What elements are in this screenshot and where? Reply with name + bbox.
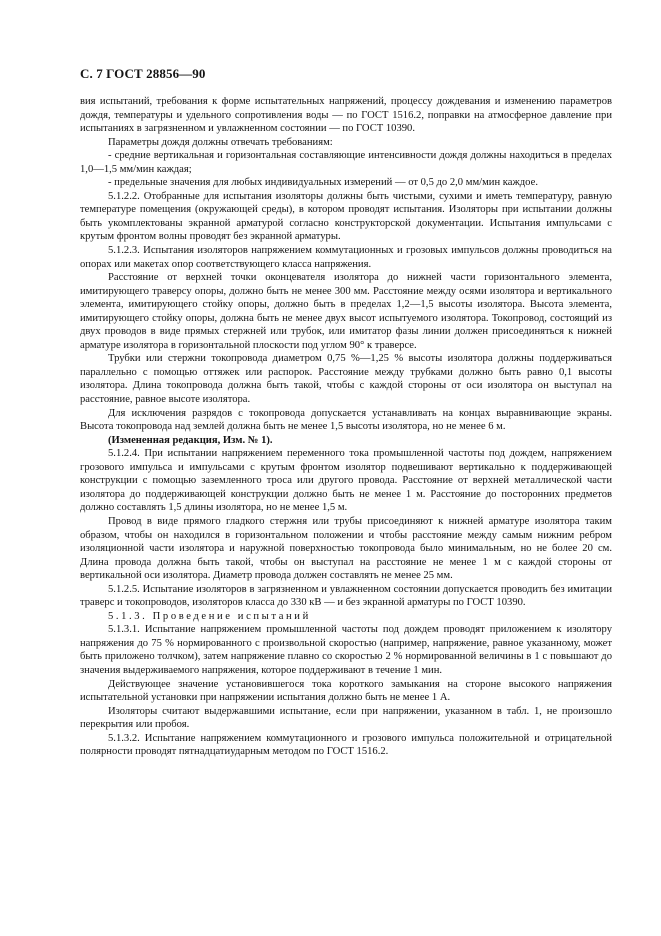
clause-5-1-3-1: 5.1.3.1. Испытание напряжением промышленной частоты под дождем проводят приложением к изолятору напряжения до 75 % нормированного с произвольной скоростью (например, напряжение, равное указанному, может быть приложено толчком), затем напряжение плавно со скоростью 2 % нормированной величины в 1 с повышают до значения выдерживаемого напряжения, которое поддерживают в течение 1 мин. xyxy=(80,624,612,676)
clause-5-1-2-2: 5.1.2.2. Отобранные для испытания изоляторы должны быть чистыми, сухими и иметь температуру, равную температуре помещения (окружающей среды), в котором проводят испытания. Изоляторы при испытании должны быть укомплектованы экранной арматурой согласно конструкторской документации. Испытания импульсами с крутым фронтом волны проводят без экранной арматуры. xyxy=(80,190,612,243)
clause-5-1-3-2: 5.1.3.2. Испытание напряжением коммутационного и грозового импульса положительной и отрицательной полярности проводят пятнадцатиударным методом по ГОСТ 1516.2. xyxy=(80,732,612,758)
page-header: С. 7 ГОСТ 28856—90 xyxy=(80,66,206,81)
list-item-rain-intensity: - средние вертикальная и горизонтальная составляющие интенсивности дождя должны находиться в пределах 1,0—1,5 мм/мин каждая; xyxy=(80,150,612,175)
section-heading-5-1-3: 5.1.3. Проведение испытаний xyxy=(108,610,311,622)
paragraph-09: Для исключения разрядов с токопровода допускается устанавливать на концах выравнивающие экраны. Высота токопровода над землей должна быть не менее 1,5 высоты изолятора, но не менее 6 м. xyxy=(80,407,612,433)
paragraph-16: Действующее значение установившегося тока короткого замыкания на стороне высокого напряжения испытательной установки при напряжении испытания должно быть не менее 1 А. xyxy=(80,678,612,704)
document-body xyxy=(80,95,612,759)
clause-5-1-2-3: 5.1.2.3. Испытания изоляторов напряжением коммутационных и грозовых импульсов должны проводиться на опорах или макетах опор соответствующего класса напряжения. xyxy=(80,245,612,270)
paragraph-07: Расстояние от верхней точки оконцевателя изолятора до нижней части горизонтального элемента, имитирующего траверсу опоры, должно быть не менее 300 мм. Расстояние между осями изолятора и вертикального элемента, имитирующего стойку опоры, должно быть в пределах 1,2—1,5 высоты изолятора. Высота элемента, имитирующего стойку опоры, должна быть не менее двух высот испытуемого изолятора. Токопровод, состоящий из двух проводов в виде прямых стержней или трубок, или имитатор фазы линии должен присоединяться к нижней арматуре изолятора в горизонтальной плоскости под углом 90° к траверсе. xyxy=(80,272,612,351)
paragraph-01: вия испытаний, требования к форме испытательных напряжений, процессу дождевания и изменению параметров дождя, температуры и удельного сопротивления воды — по ГОСТ 1516.2, поправки на атмосферное давление при испытаниях в загрязненном и увлажненном состоянии — по ГОСТ 10390. xyxy=(80,96,612,135)
amendment-note: (Измененная редакция, Изм. № 1). xyxy=(108,434,273,446)
paragraph-08: Трубки или стержни токопровода диаметром 0,75 %—1,25 % высоты изолятора должны поддерживаться параллельно с помощью оттяжек или распорок. Расстояние между трубками должно быть равно 0,1 высоты изолятора. Длина токопровода должна быть такой, чтобы с каждой стороны от оси изолятора он выступал на расстояние, равное высоте изолятора. xyxy=(80,353,612,406)
clause-5-1-2-5: 5.1.2.5. Испытание изоляторов в загрязненном и увлажненном состоянии допускается проводить без имитации траверс и токопроводов, изоляторов класса до 330 кВ — и без экранной арматуры по ГОСТ 10390. xyxy=(80,583,612,609)
paragraph-02: Параметры дождя должны отвечать требованиям: xyxy=(108,136,333,148)
clause-5-1-2-4: 5.1.2.4. При испытании напряжением переменного тока промышленной частоты под дождем, напряжением грозового импульса и импульсами с крутым фронтом изолятор подвешивают вертикально к поддерживающей конструкции с помощью заземленного троса или другого провода. Расстояние от верхней металлической части изолятора до поддерживающей конструкции должно быть не менее 1 м. Расстояние до посторонних предметов должно составлять 1,5 длины изолятора, но не менее 1,5 м. xyxy=(80,448,612,514)
paragraph-17: Изоляторы считают выдержавшими испытание, если при напряжении, указанном в табл. 1, не произошло перекрытия или пробоя. xyxy=(80,705,612,731)
list-item-limit-values: - предельные значения для любых индивидуальных измерений — от 0,5 до 2,0 мм/мин каждое. xyxy=(108,177,538,189)
paragraph-12: Провод в виде прямого гладкого стержня или трубы присоединяют к нижней арматуре изолятора таким образом, чтобы он находился в горизонтальном положении и чтобы расстояние между самым нижним ребром изоляционной части изолятора и наружной поверхностью токопровода было минимальным, но не более 20 см. Длина провода должна быть такой, чтобы он выступал на расстояние не менее 1 м с каждой стороны от вертикальной оси изолятора. Диаметр провода должен составлять не менее 25 мм. xyxy=(80,515,612,582)
